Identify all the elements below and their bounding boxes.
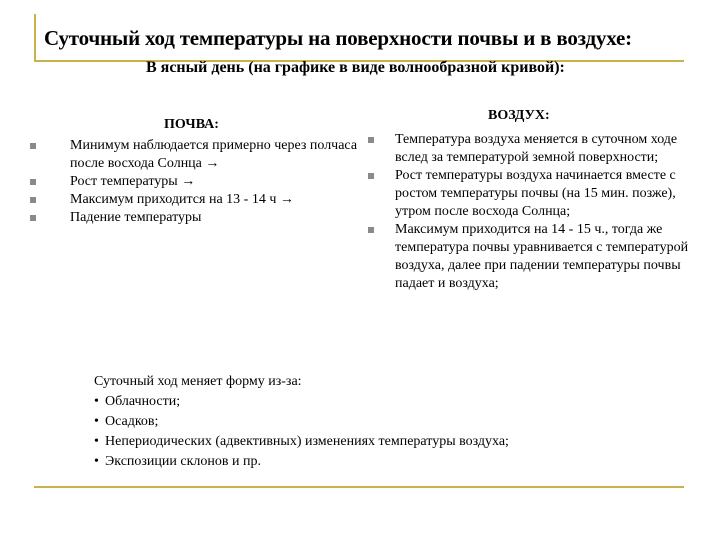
list-item: • Непериодических (адвективных) изменениях температуры воздуха; (94, 432, 654, 452)
slide-subtitle: В ясный день (на графике в виде волнообразной кривой): (146, 59, 565, 76)
square-bullet-icon (30, 179, 36, 185)
square-bullet-icon (30, 143, 36, 149)
accent-bottom-line (34, 486, 684, 488)
soil-heading: ПОЧВА: (164, 117, 219, 132)
list-item: Рост температуры → (70, 173, 360, 191)
soil-list (70, 137, 360, 227)
list-item: • Облачности; (94, 392, 654, 412)
accent-vertical-line (34, 14, 36, 62)
slide-title: Суточный ход температуры на поверхности почвы и в воздухе: (44, 26, 632, 50)
air-list (395, 131, 690, 293)
list-item: Максимум приходится на 14 - 15 ч., тогда же температура почвы уравнивается с температурой воздуха, далее при падении температуры почвы падает и воздуха; (395, 221, 690, 293)
air-heading: ВОЗДУХ: (488, 108, 550, 123)
list-item: Минимум наблюдается примерно через полчаса после восхода Солнца → (70, 137, 360, 173)
square-bullet-icon (368, 173, 374, 179)
list-item: Максимум приходится на 13 - 14 ч → (70, 191, 360, 209)
note-intro: Суточный ход меняет форму из-за: (94, 374, 302, 389)
list-item: Рост температуры воздуха начинается вместе с ростом температуры почвы (на 15 мин. позже), утром после восхода Солнца; (395, 167, 690, 221)
square-bullet-icon (30, 197, 36, 203)
bullet-dot-icon: • (94, 434, 99, 449)
list-item: • Экспозиции склонов и пр. (94, 452, 654, 472)
note-list (94, 392, 654, 472)
bullet-dot-icon: • (94, 454, 99, 469)
bullet-dot-icon: • (94, 414, 99, 429)
square-bullet-icon (368, 137, 374, 143)
list-item: • Осадков; (94, 412, 654, 432)
note-block (94, 372, 654, 472)
list-item: Падение температуры (70, 209, 360, 227)
list-item: Температура воздуха меняется в суточном ходе вслед за температурой земной поверхности; (395, 131, 690, 167)
bullet-dot-icon: • (94, 394, 99, 409)
square-bullet-icon (30, 215, 36, 221)
square-bullet-icon (368, 227, 374, 233)
